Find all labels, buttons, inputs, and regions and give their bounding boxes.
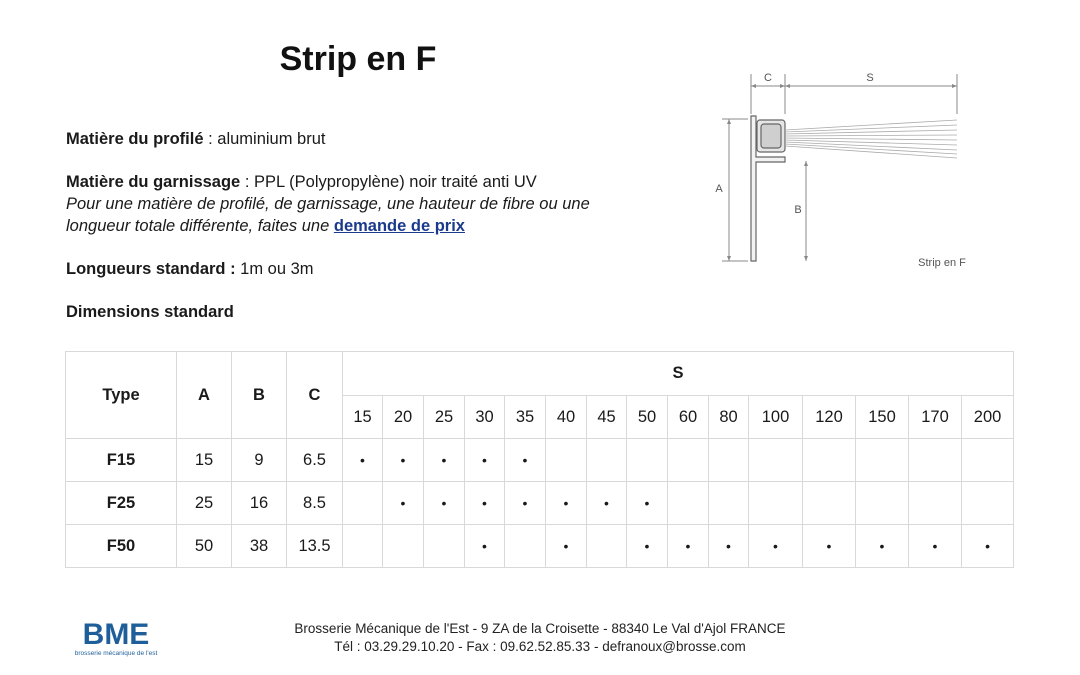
availability-dot: • — [546, 525, 587, 568]
s-value-header: 50 — [627, 396, 668, 439]
table-row — [66, 439, 1014, 482]
s-value-header: 170 — [909, 396, 962, 439]
row-a: 50 — [177, 525, 232, 568]
empty-cell — [546, 439, 587, 482]
s-value-header: 25 — [424, 396, 465, 439]
quote-request-link[interactable]: demande de prix — [333, 217, 465, 235]
empty-cell — [505, 525, 546, 568]
empty-cell — [627, 439, 668, 482]
availability-dot: • — [627, 482, 668, 525]
s-value-header: 30 — [465, 396, 505, 439]
strip-diagram — [712, 64, 992, 274]
empty-cell — [803, 439, 856, 482]
availability-dot: • — [383, 482, 424, 525]
s-value-header: 35 — [505, 396, 546, 439]
diagram-caption: Strip en F — [918, 257, 966, 269]
header-a: A — [177, 352, 232, 439]
row-type: F15 — [66, 439, 177, 482]
standard-lengths — [66, 258, 626, 280]
availability-dot: • — [505, 439, 546, 482]
s-value-header: 15 — [343, 396, 383, 439]
footer-address: Brosserie Mécanique de l'Est - 9 ZA de la Croisette - 88340 Le Val d'Ajol FRANCE — [294, 621, 786, 636]
empty-cell — [709, 482, 749, 525]
availability-dot: • — [668, 525, 709, 568]
footer-phone-email: Tél : 03.29.29.10.20 - Fax : 09.62.52.85.33 - defranoux@brosse.com — [334, 639, 746, 654]
s-value-header: 60 — [668, 396, 709, 439]
row-c: 8.5 — [287, 482, 343, 525]
empty-cell — [856, 482, 909, 525]
profile-material-value: : aluminium brut — [203, 130, 326, 148]
availability-dot: • — [856, 525, 909, 568]
filling-material-value: : PPL (Polypropylène) noir traité anti UV — [240, 173, 537, 191]
dimensions-heading — [66, 301, 626, 323]
standard-lengths-value: 1m ou 3m — [235, 260, 314, 278]
dimensions-table — [65, 351, 1014, 568]
empty-cell — [803, 482, 856, 525]
s-value-header: 100 — [749, 396, 803, 439]
empty-cell — [343, 482, 383, 525]
empty-cell — [909, 439, 962, 482]
row-type: F50 — [66, 525, 177, 568]
row-b: 38 — [232, 525, 287, 568]
s-value-header: 120 — [803, 396, 856, 439]
s-value-header: 20 — [383, 396, 424, 439]
empty-cell — [343, 525, 383, 568]
row-a: 25 — [177, 482, 232, 525]
bme-logo — [66, 616, 166, 658]
availability-dot: • — [546, 482, 587, 525]
availability-dot: • — [505, 482, 546, 525]
table-row — [66, 482, 1014, 525]
s-value-header: 200 — [962, 396, 1014, 439]
empty-cell — [668, 482, 709, 525]
label-b: B — [794, 204, 802, 216]
availability-dot: • — [627, 525, 668, 568]
empty-cell — [383, 525, 424, 568]
header-c: C — [287, 352, 343, 439]
label-a: A — [715, 183, 723, 195]
availability-dot: • — [803, 525, 856, 568]
logo-letters: BME — [82, 618, 150, 651]
availability-dot: • — [909, 525, 962, 568]
product-info — [66, 128, 626, 323]
empty-cell — [962, 482, 1014, 525]
header-s: S — [343, 352, 1014, 396]
availability-dot: • — [465, 482, 505, 525]
empty-cell — [709, 439, 749, 482]
filling-material — [66, 171, 626, 193]
profile-material-label: Matière du profilé — [66, 130, 204, 148]
header-b: B — [232, 352, 287, 439]
filling-material-label: Matière du garnissage — [66, 173, 241, 191]
empty-cell — [909, 482, 962, 525]
availability-dot: • — [749, 525, 803, 568]
empty-cell — [749, 439, 803, 482]
label-c: C — [764, 72, 772, 84]
empty-cell — [749, 482, 803, 525]
availability-dot: • — [587, 482, 627, 525]
empty-cell — [587, 525, 627, 568]
s-value-header: 45 — [587, 396, 627, 439]
row-b: 16 — [232, 482, 287, 525]
s-value-header: 150 — [856, 396, 909, 439]
empty-cell — [587, 439, 627, 482]
profile-material — [66, 128, 626, 150]
row-a: 15 — [177, 439, 232, 482]
availability-dot: • — [383, 439, 424, 482]
availability-dot: • — [424, 439, 465, 482]
availability-dot: • — [465, 439, 505, 482]
header-type: Type — [66, 352, 177, 439]
empty-cell — [424, 525, 465, 568]
custom-note — [66, 193, 626, 237]
page-title: Strip en F — [279, 40, 437, 78]
availability-dot: • — [962, 525, 1014, 568]
s-value-header: 40 — [546, 396, 587, 439]
row-b: 9 — [232, 439, 287, 482]
table-row — [66, 525, 1014, 568]
empty-cell — [856, 439, 909, 482]
availability-dot: • — [709, 525, 749, 568]
availability-dot: • — [424, 482, 465, 525]
row-c: 13.5 — [287, 525, 343, 568]
label-s: S — [866, 72, 874, 84]
footer-contact — [270, 620, 810, 656]
row-c: 6.5 — [287, 439, 343, 482]
dimensions-heading-label: Dimensions standard — [66, 303, 234, 321]
logo-tagline: brosserie mécanique de l'est — [74, 650, 158, 657]
empty-cell — [668, 439, 709, 482]
custom-note-text: Pour une matière de profilé, de garnissage, une hauteur de fibre ou une longueur totale différente, faites une — [66, 195, 590, 235]
standard-lengths-label: Longueurs standard : — [66, 260, 236, 278]
empty-cell — [962, 439, 1014, 482]
s-value-header: 80 — [709, 396, 749, 439]
row-type: F25 — [66, 482, 177, 525]
availability-dot: • — [343, 439, 383, 482]
availability-dot: • — [465, 525, 505, 568]
